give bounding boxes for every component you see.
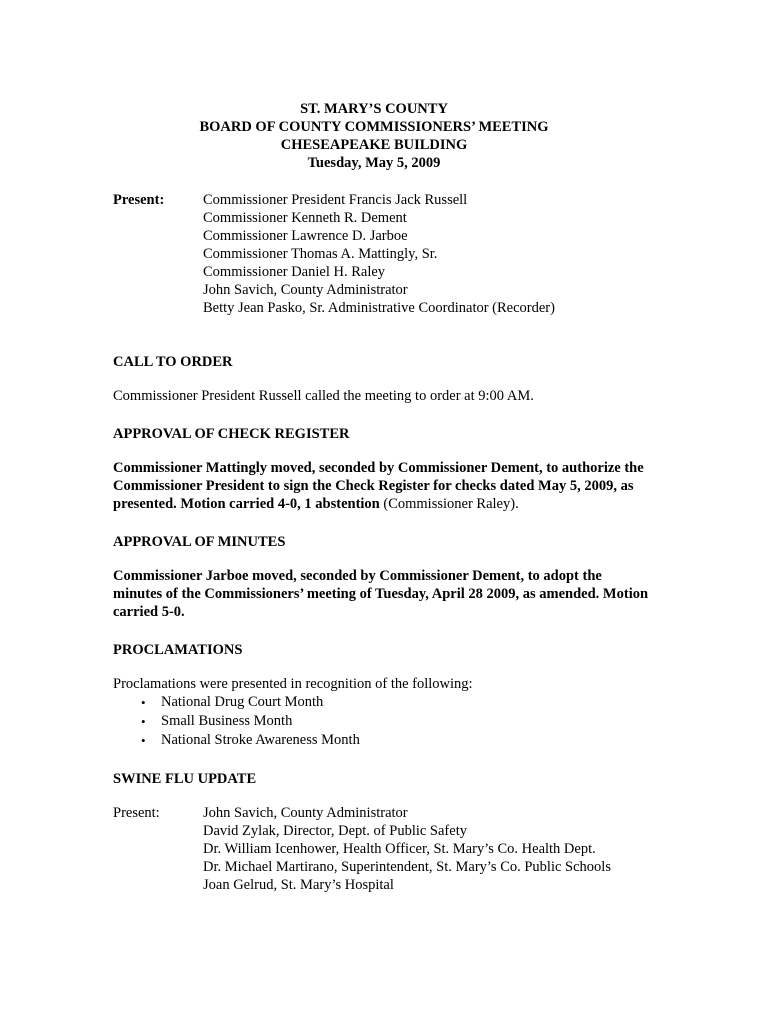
check-register-paragraph: [113, 459, 653, 513]
presenter: David Zylak, Director, Dept. of Public Safety: [203, 823, 467, 839]
meeting-title: BOARD OF COUNTY COMMISSIONERS’ MEETING: [199, 119, 549, 135]
call-to-order-text: Commissioner President Russell called the meeting to order at 9:00 AM.: [113, 388, 534, 404]
attendee: John Savich, County Administrator: [203, 282, 408, 298]
document-page: [113, 100, 653, 894]
proclamations-heading: PROCLAMATIONS: [113, 642, 243, 658]
attendance-list: [203, 191, 555, 317]
presenter: Dr. William Icenhower, Health Officer, St. Mary’s Co. Health Dept.: [203, 841, 596, 857]
attendance-label: Present:: [113, 192, 165, 208]
attendance-block: [113, 191, 653, 317]
presenter: John Savich, County Administrator: [203, 805, 408, 821]
list-item: [141, 731, 653, 750]
meeting-date: Tuesday, May 5, 2009: [307, 155, 441, 171]
document-header: [95, 100, 653, 172]
swine-flu-attendance: [113, 804, 653, 894]
list-item: [141, 712, 653, 731]
attendee: Commissioner Daniel H. Raley: [203, 264, 386, 280]
proclamation-item: National Drug Court Month: [161, 694, 324, 710]
swine-flu-list: [203, 804, 611, 894]
proclamation-item: Small Business Month: [161, 713, 293, 729]
check-register-heading: APPROVAL OF CHECK REGISTER: [113, 426, 350, 442]
check-register-abstention: (Commissioner Raley).: [379, 496, 519, 512]
call-to-order-heading: CALL TO ORDER: [113, 354, 233, 370]
attendee: Commissioner Thomas A. Mattingly, Sr.: [203, 246, 438, 262]
attendee: Commissioner Lawrence D. Jarboe: [203, 228, 408, 244]
proclamation-item: National Stroke Awareness Month: [161, 732, 360, 748]
minutes-motion: Commissioner Jarboe moved, seconded by Commissioner Dement, to adopt the minutes of the Commissioners’ meeting of Tuesday, April 28 2009, as amended. Motion carried 5-0.: [113, 568, 649, 620]
proclamations-intro: Proclamations were presented in recognition of the following:: [113, 676, 473, 692]
proclamations-list: [113, 693, 653, 750]
swine-flu-present-label: Present:: [113, 805, 160, 821]
presenter: Dr. Michael Martirano, Superintendent, St. Mary’s Co. Public Schools: [203, 859, 611, 875]
bullet-icon: •: [141, 733, 146, 748]
check-register-motion: Commissioner Mattingly moved, seconded by Commissioner Dement, to authorize the Commissioner President to sign the Check Register for checks dated May 5, 2009, as presented. Motion carried 4-0, 1 abstention: [113, 460, 644, 512]
list-item: [141, 693, 653, 712]
bullet-icon: •: [141, 714, 146, 729]
attendee: Commissioner Kenneth R. Dement: [203, 210, 407, 226]
county-name: ST. MARY’S COUNTY: [300, 101, 448, 117]
bullet-icon: •: [141, 695, 146, 710]
meeting-location: CHESEAPEAKE BUILDING: [280, 137, 468, 153]
attendee: Betty Jean Pasko, Sr. Administrative Coordinator (Recorder): [203, 300, 555, 316]
presenter: Joan Gelrud, St. Mary’s Hospital: [203, 877, 394, 893]
attendee: Commissioner President Francis Jack Russell: [203, 192, 468, 208]
swine-flu-heading: SWINE FLU UPDATE: [113, 771, 257, 787]
minutes-heading: APPROVAL OF MINUTES: [113, 534, 286, 550]
